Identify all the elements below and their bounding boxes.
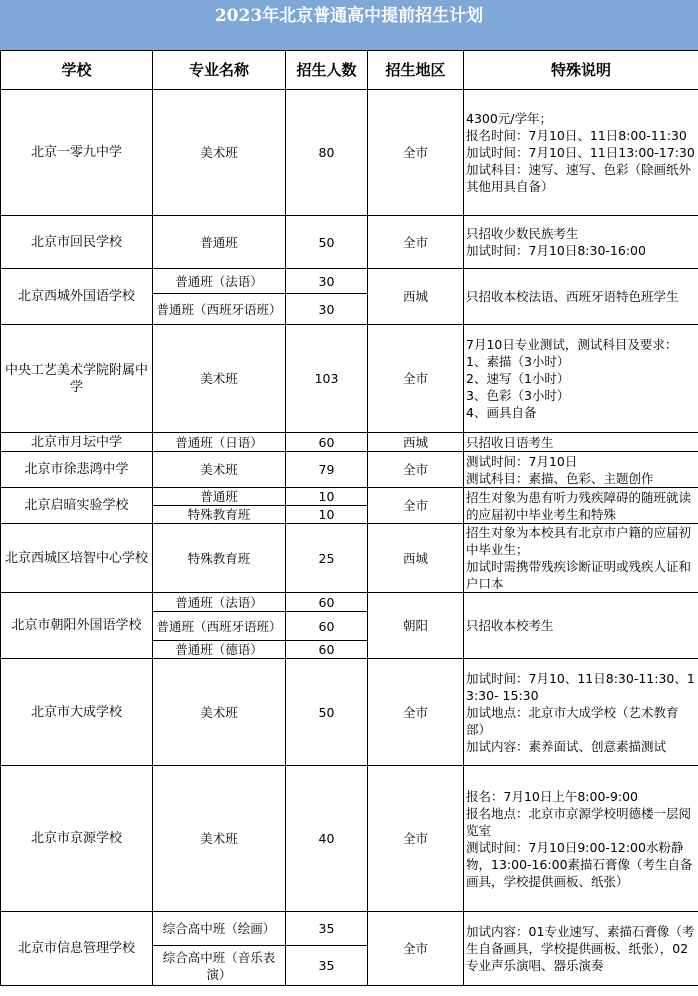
enrollment-count: 10: [286, 506, 368, 524]
note-line: 测试时间：7月10日9:00-12:00水粉静物，13:00-16:00素描石膏像（考生自备画具，学校提供画板、纸张）: [466, 839, 693, 889]
enrollment-count: 80: [286, 90, 368, 216]
note-line: 报名地点：北京市京源学校明德楼一层阅览室: [466, 805, 692, 838]
header-notes: 特殊说明: [464, 51, 698, 90]
school-name: 北京市京源学校: [1, 766, 153, 912]
header-school: 学校: [1, 51, 153, 90]
major-name: 综合高中班（绘画）: [153, 912, 286, 946]
table-row: [1, 433, 698, 452]
page-title: 2023年北京普通高中提前招生计划: [214, 6, 484, 26]
special-notes: [464, 216, 698, 269]
enrollment-count: 30: [286, 294, 368, 325]
table-row: [1, 524, 698, 593]
note-line: 加试时间：7月10、11日8:30-11:30、13:30- 15:30: [466, 670, 695, 703]
header-count: 招生人数: [286, 51, 368, 90]
special-notes: [464, 593, 698, 659]
note-line: 招生对象为本校具有北京市户籍的应届初中毕业生；: [466, 525, 692, 557]
enrollment-region: 西城: [368, 269, 464, 325]
enrollment-table: [0, 50, 698, 986]
note-line: 加试时间：7月10日、11日13:00-17:30: [466, 145, 695, 160]
enrollment-region: 全市: [368, 912, 464, 986]
enrollment-count: 60: [286, 433, 368, 452]
note-line: 4、画具自备: [466, 405, 537, 420]
major-name: 美术班: [153, 90, 286, 216]
note-line: 7月10日专业测试，测试科目及要求：: [466, 337, 678, 352]
note-line: 加试内容：01专业速写、素描石膏像（考生自备画具，学校提供画板、纸张），02专业声乐演唱、器乐演奏: [466, 924, 695, 973]
enrollment-count: 25: [286, 524, 368, 593]
enrollment-region: 全市: [368, 216, 464, 269]
table-row: [1, 659, 698, 766]
school-name: 北京一零九中学: [1, 90, 153, 216]
special-notes: [464, 659, 698, 766]
enrollment-region: 全市: [368, 488, 464, 524]
school-name: 北京西城外国语学校: [1, 269, 153, 325]
note-line: 只招收本校考生: [466, 618, 554, 633]
note-line: 1、素描（3小时）: [466, 354, 570, 369]
special-notes: [464, 90, 698, 216]
school-name: 北京西城区培智中心学校: [1, 524, 153, 593]
school-name: 北京市月坛中学: [1, 433, 153, 452]
special-notes: [464, 269, 698, 325]
note-line: 只招收少数民族考生: [466, 226, 579, 241]
note-line: 报名时间：7月10日、11日8:00-11:30: [466, 128, 687, 143]
note-line: 测试科目：素描、色彩、主题创作: [466, 470, 654, 486]
note-line: 加试地点：北京市大成学校（艺术教育部）: [466, 704, 679, 737]
table-row: [1, 90, 698, 216]
table-row: [1, 269, 698, 294]
table-row: [1, 216, 698, 269]
major-name: 普通班（法语）: [153, 593, 286, 612]
enrollment-region: 西城: [368, 433, 464, 452]
major-name: 美术班: [153, 766, 286, 912]
school-name: 北京市徐悲鸿中学: [1, 452, 153, 488]
school-name: 中央工艺美术学院附属中学: [1, 325, 153, 433]
table-row: [1, 912, 698, 946]
major-name: 普通班: [153, 216, 286, 269]
school-name: 北京市回民学校: [1, 216, 153, 269]
note-line: 加试科目：速写、速写、色彩（除画纸外其他用具自备）: [466, 162, 692, 194]
major-name: 美术班: [153, 659, 286, 766]
enrollment-count: 50: [286, 659, 368, 766]
note-line: 测试时间：7月10日: [466, 453, 578, 469]
enrollment-count: 60: [286, 612, 368, 641]
table-row: [1, 325, 698, 433]
major-name: 普通班（日语）: [153, 433, 286, 452]
note-line: 4300元/学年；: [466, 111, 553, 126]
enrollment-region: 全市: [368, 452, 464, 488]
enrollment-count: 79: [286, 452, 368, 488]
header-major: 专业名称: [153, 51, 286, 90]
special-notes: [464, 524, 698, 593]
major-name: 特殊教育班: [153, 524, 286, 593]
enrollment-count: 35: [286, 946, 368, 986]
special-notes: [464, 488, 698, 524]
enrollment-region: 全市: [368, 659, 464, 766]
enrollment-region: 朝阳: [368, 593, 464, 659]
table-header-row: [1, 51, 698, 90]
major-name: 综合高中班（音乐表演）: [153, 946, 286, 986]
special-notes: [464, 912, 698, 986]
note-line: 加试时需携带残疾诊断证明或残疾人证和户口本: [466, 559, 692, 591]
note-line: 只招收本校法语、西班牙语特色班学生: [466, 289, 679, 304]
major-name: 特殊教育班: [153, 506, 286, 524]
major-name: 普通班（法语）: [153, 269, 286, 294]
special-notes: [464, 433, 698, 452]
note-line: 招生对象为患有听力残疾障碍的随班就读的应届初中毕业考生和特殊: [466, 489, 692, 522]
title-bar: [0, 0, 698, 50]
table-row: [1, 452, 698, 488]
enrollment-region: 全市: [368, 90, 464, 216]
enrollment-region: 全市: [368, 325, 464, 433]
header-region: 招生地区: [368, 51, 464, 90]
enrollment-count: 40: [286, 766, 368, 912]
enrollment-region: 全市: [368, 766, 464, 912]
enrollment-count: 35: [286, 912, 368, 946]
table-body: [1, 90, 698, 986]
special-notes: [464, 325, 698, 433]
school-name: 北京市朝阳外国语学校: [1, 593, 153, 659]
note-line: 加试时间：7月10日8:30-16:00: [466, 243, 646, 258]
table-row: [1, 593, 698, 612]
enrollment-count: 60: [286, 593, 368, 612]
enrollment-region: 西城: [368, 524, 464, 593]
special-notes: [464, 766, 698, 912]
major-name: 美术班: [153, 452, 286, 488]
special-notes: [464, 452, 698, 488]
school-name: 北京启暗实验学校: [1, 488, 153, 524]
note-line: 只招收日语考生: [466, 434, 554, 450]
major-name: 普通班: [153, 488, 286, 506]
major-name: 美术班: [153, 325, 286, 433]
note-line: 加试内容：素养面试、创意素描测试: [466, 738, 667, 754]
major-name: 普通班（德语）: [153, 641, 286, 659]
table-row: [1, 488, 698, 506]
table-row: [1, 766, 698, 912]
enrollment-count: 30: [286, 269, 368, 294]
enrollment-count: 60: [286, 641, 368, 659]
major-name: 普通班（西班牙语班）: [153, 294, 286, 325]
note-line: 2、速写（1小时）: [466, 371, 570, 386]
note-line: 报名：7月10日上午8:00-9:00: [466, 788, 639, 804]
school-name: 北京市信息管理学校: [1, 912, 153, 986]
school-name: 北京市大成学校: [1, 659, 153, 766]
note-line: 3、色彩（3小时）: [466, 388, 570, 403]
major-name: 普通班（西班牙语班）: [153, 612, 286, 641]
enrollment-count: 10: [286, 488, 368, 506]
enrollment-count: 50: [286, 216, 368, 269]
enrollment-count: 103: [286, 325, 368, 433]
